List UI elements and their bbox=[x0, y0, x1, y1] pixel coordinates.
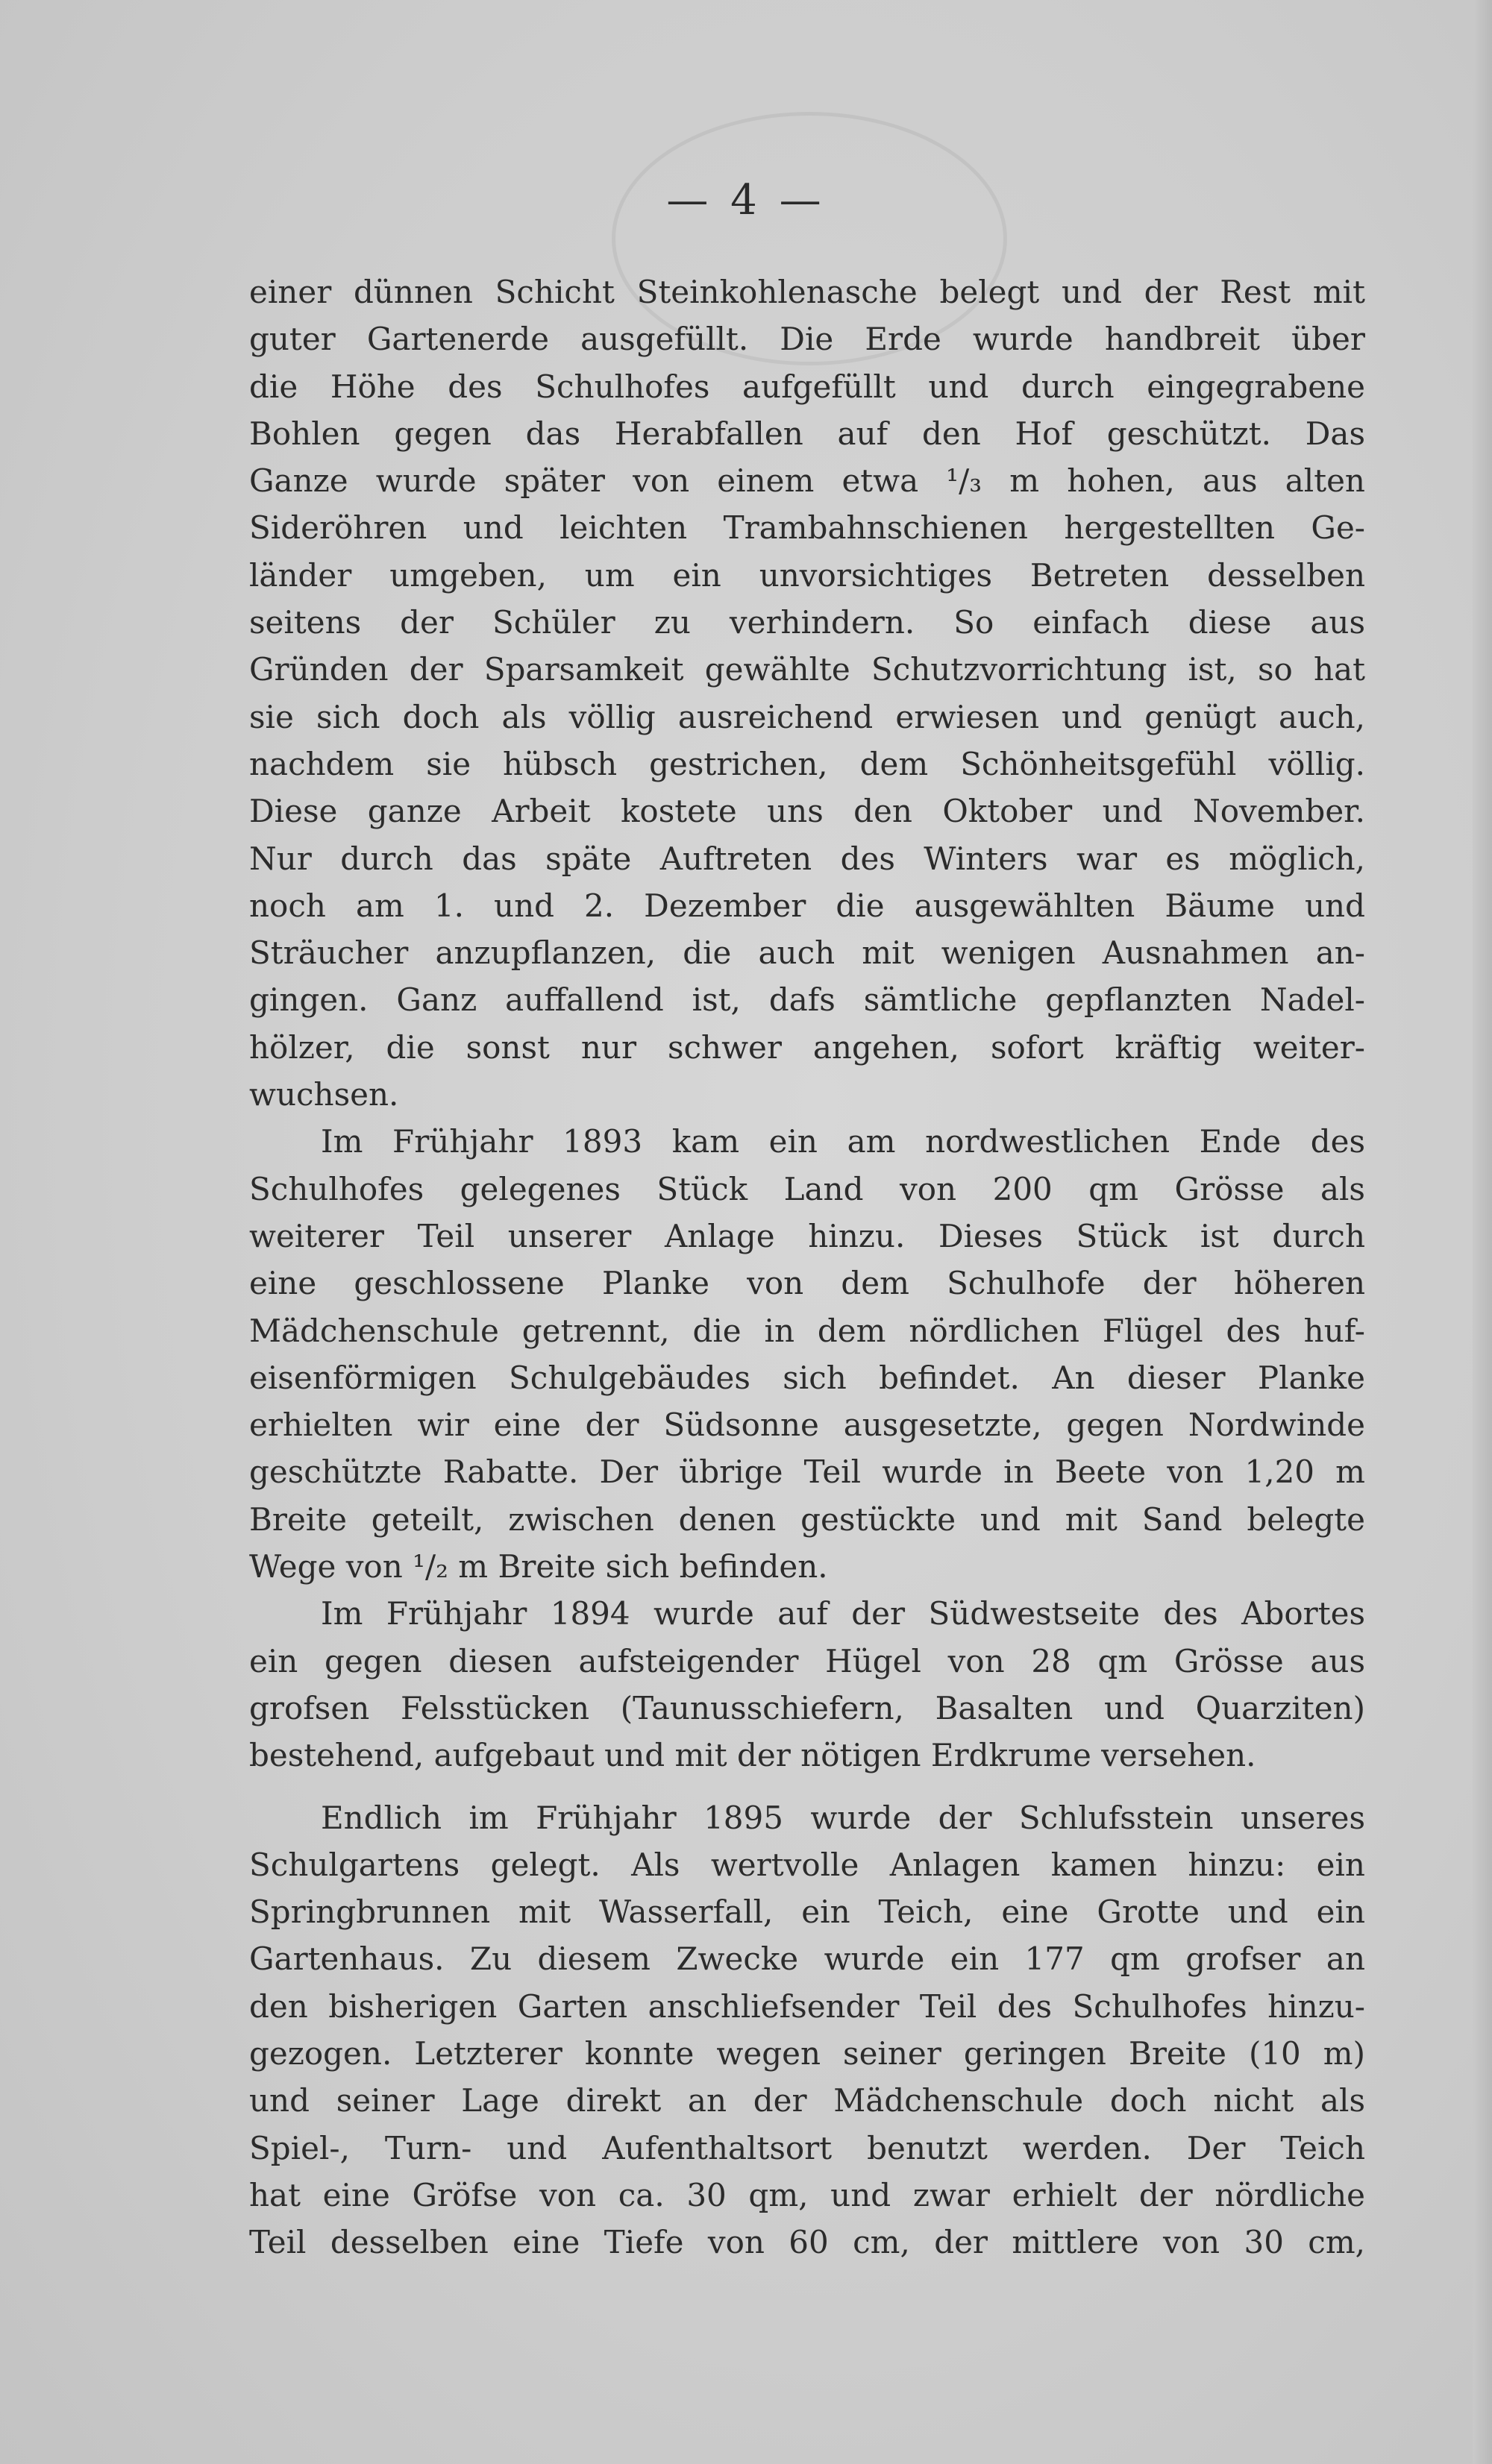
text-line: Im Frühjahr 1894 wurde auf der Südwestseite des Abortes bbox=[321, 1595, 1365, 1632]
text-line: Springbrunnen mit Wasserfall, ein Teich, eine Grotte und ein bbox=[249, 1893, 1365, 1931]
text-line: gezogen. Letzterer konnte wegen seiner geringen Breite (10 m) bbox=[249, 2034, 1365, 2072]
body-text bbox=[249, 268, 1365, 2266]
text-line: und seiner Lage direkt an der Mädchenschule doch nicht als bbox=[249, 2082, 1365, 2119]
text-line: guter Gartenerde ausgefüllt. Die Erde wurde handbreit über bbox=[249, 321, 1365, 358]
text-line: seitens der Schüler zu verhindern. So einfach diese aus bbox=[249, 604, 1365, 641]
text-line: noch am 1. und 2. Dezember die ausgewählten Bäume und bbox=[249, 887, 1365, 924]
text-line: Schulhofes gelegenes Stück Land von 200 qm Grösse als bbox=[249, 1170, 1365, 1207]
text-line: Sideröhren und leichten Trambahnschienen hergestellten Ge- bbox=[249, 509, 1365, 547]
text-line: gingen. Ganz auffallend ist, dafs sämtliche gepflanzten Nadel- bbox=[249, 981, 1365, 1019]
text-line: Wege von ¹/₂ m Breite sich befinden. bbox=[249, 1548, 828, 1585]
page-number: — 4 — bbox=[666, 176, 826, 224]
text-line: den bisherigen Garten anschliefsender Teil des Schulhofes hinzu- bbox=[249, 1987, 1365, 2025]
text-line: erhielten wir eine der Südsonne ausgesetzte, gegen Nordwinde bbox=[249, 1407, 1365, 1444]
text-line: Spiel-, Turn- und Aufenthaltsort benutzt werden. Der Teich bbox=[249, 2129, 1365, 2166]
text-line: Nur durch das späte Auftreten des Winters war es möglich, bbox=[249, 840, 1365, 877]
text-line: Gartenhaus. Zu diesem Zwecke wurde ein 177 qm grofser an bbox=[249, 1940, 1365, 1978]
text-line: einer dünnen Schicht Steinkohlenasche belegt und der Rest mit bbox=[249, 274, 1365, 310]
text-line: Gründen der Sparsamkeit gewählte Schutzvorrichtung ist, so hat bbox=[249, 651, 1365, 688]
text-line: Ganze wurde später von einem etwa ¹/₃ m hohen, aus alten bbox=[249, 462, 1365, 500]
text-line: nachdem sie hübsch gestrichen, dem Schönheitsgefühl völlig. bbox=[249, 745, 1365, 782]
text-line: länder umgeben, um ein unvorsichtiges Betreten desselben bbox=[249, 556, 1365, 594]
text-line: grofsen Felsstücken (Taunusschiefern, Basalten und Quarziten) bbox=[249, 1689, 1365, 1726]
text-line: Breite geteilt, zwischen denen gestückte und mit Sand belegte bbox=[249, 1500, 1365, 1538]
text-line: wuchsen. bbox=[249, 1076, 399, 1113]
text-line: sie sich doch als völlig ausreichend erwiesen und genügt auch, bbox=[249, 698, 1365, 735]
text-line: eine geschlossene Planke von dem Schulhofe der höheren bbox=[249, 1265, 1365, 1302]
text-line: eisenförmigen Schulgebäudes sich befindet. An dieser Planke bbox=[249, 1359, 1365, 1396]
text-line: ein gegen diesen aufsteigender Hügel von 28 qm Grösse aus bbox=[249, 1642, 1365, 1679]
text-line: Schulgartens gelegt. Als wertvolle Anlagen kamen hinzu: ein bbox=[249, 1846, 1365, 1883]
text-line: die Höhe des Schulhofes aufgefüllt und durch eingegrabene bbox=[249, 368, 1365, 405]
text-line: Diese ganze Arbeit kostete uns den Oktober und November. bbox=[249, 793, 1365, 830]
text-line: hölzer, die sonst nur schwer angehen, sofort kräftig weiter- bbox=[249, 1028, 1365, 1066]
text-line: bestehend, aufgebaut und mit der nötigen Erdkrume versehen. bbox=[249, 1737, 1256, 1774]
text-line: Sträucher anzupflanzen, die auch mit wenigen Ausnahmen an- bbox=[249, 934, 1365, 972]
text-line: Im Frühjahr 1893 kam ein am nordwestlichen Ende des bbox=[321, 1123, 1365, 1160]
text-line: Mädchenschule getrennt, die in dem nördlichen Flügel des huf- bbox=[249, 1312, 1365, 1349]
text-line: geschützte Rabatte. Der übrige Teil wurde in Beete von 1,20 m bbox=[249, 1453, 1365, 1491]
text-line: Endlich im Frühjahr 1895 wurde der Schlufsstein unseres bbox=[321, 1799, 1365, 1836]
text-line: hat eine Gröfse von ca. 30 qm, und zwar erhielt der nördliche bbox=[249, 2176, 1365, 2213]
text-line: weiterer Teil unserer Anlage hinzu. Dieses Stück ist durch bbox=[249, 1217, 1365, 1254]
page-edge-shadow bbox=[1473, 0, 1492, 2464]
text-line: Teil desselben eine Tiefe von 60 cm, der mittlere von 30 cm, bbox=[249, 2224, 1365, 2261]
text-line: Bohlen gegen das Herabfallen auf den Hof geschützt. Das bbox=[249, 415, 1365, 452]
